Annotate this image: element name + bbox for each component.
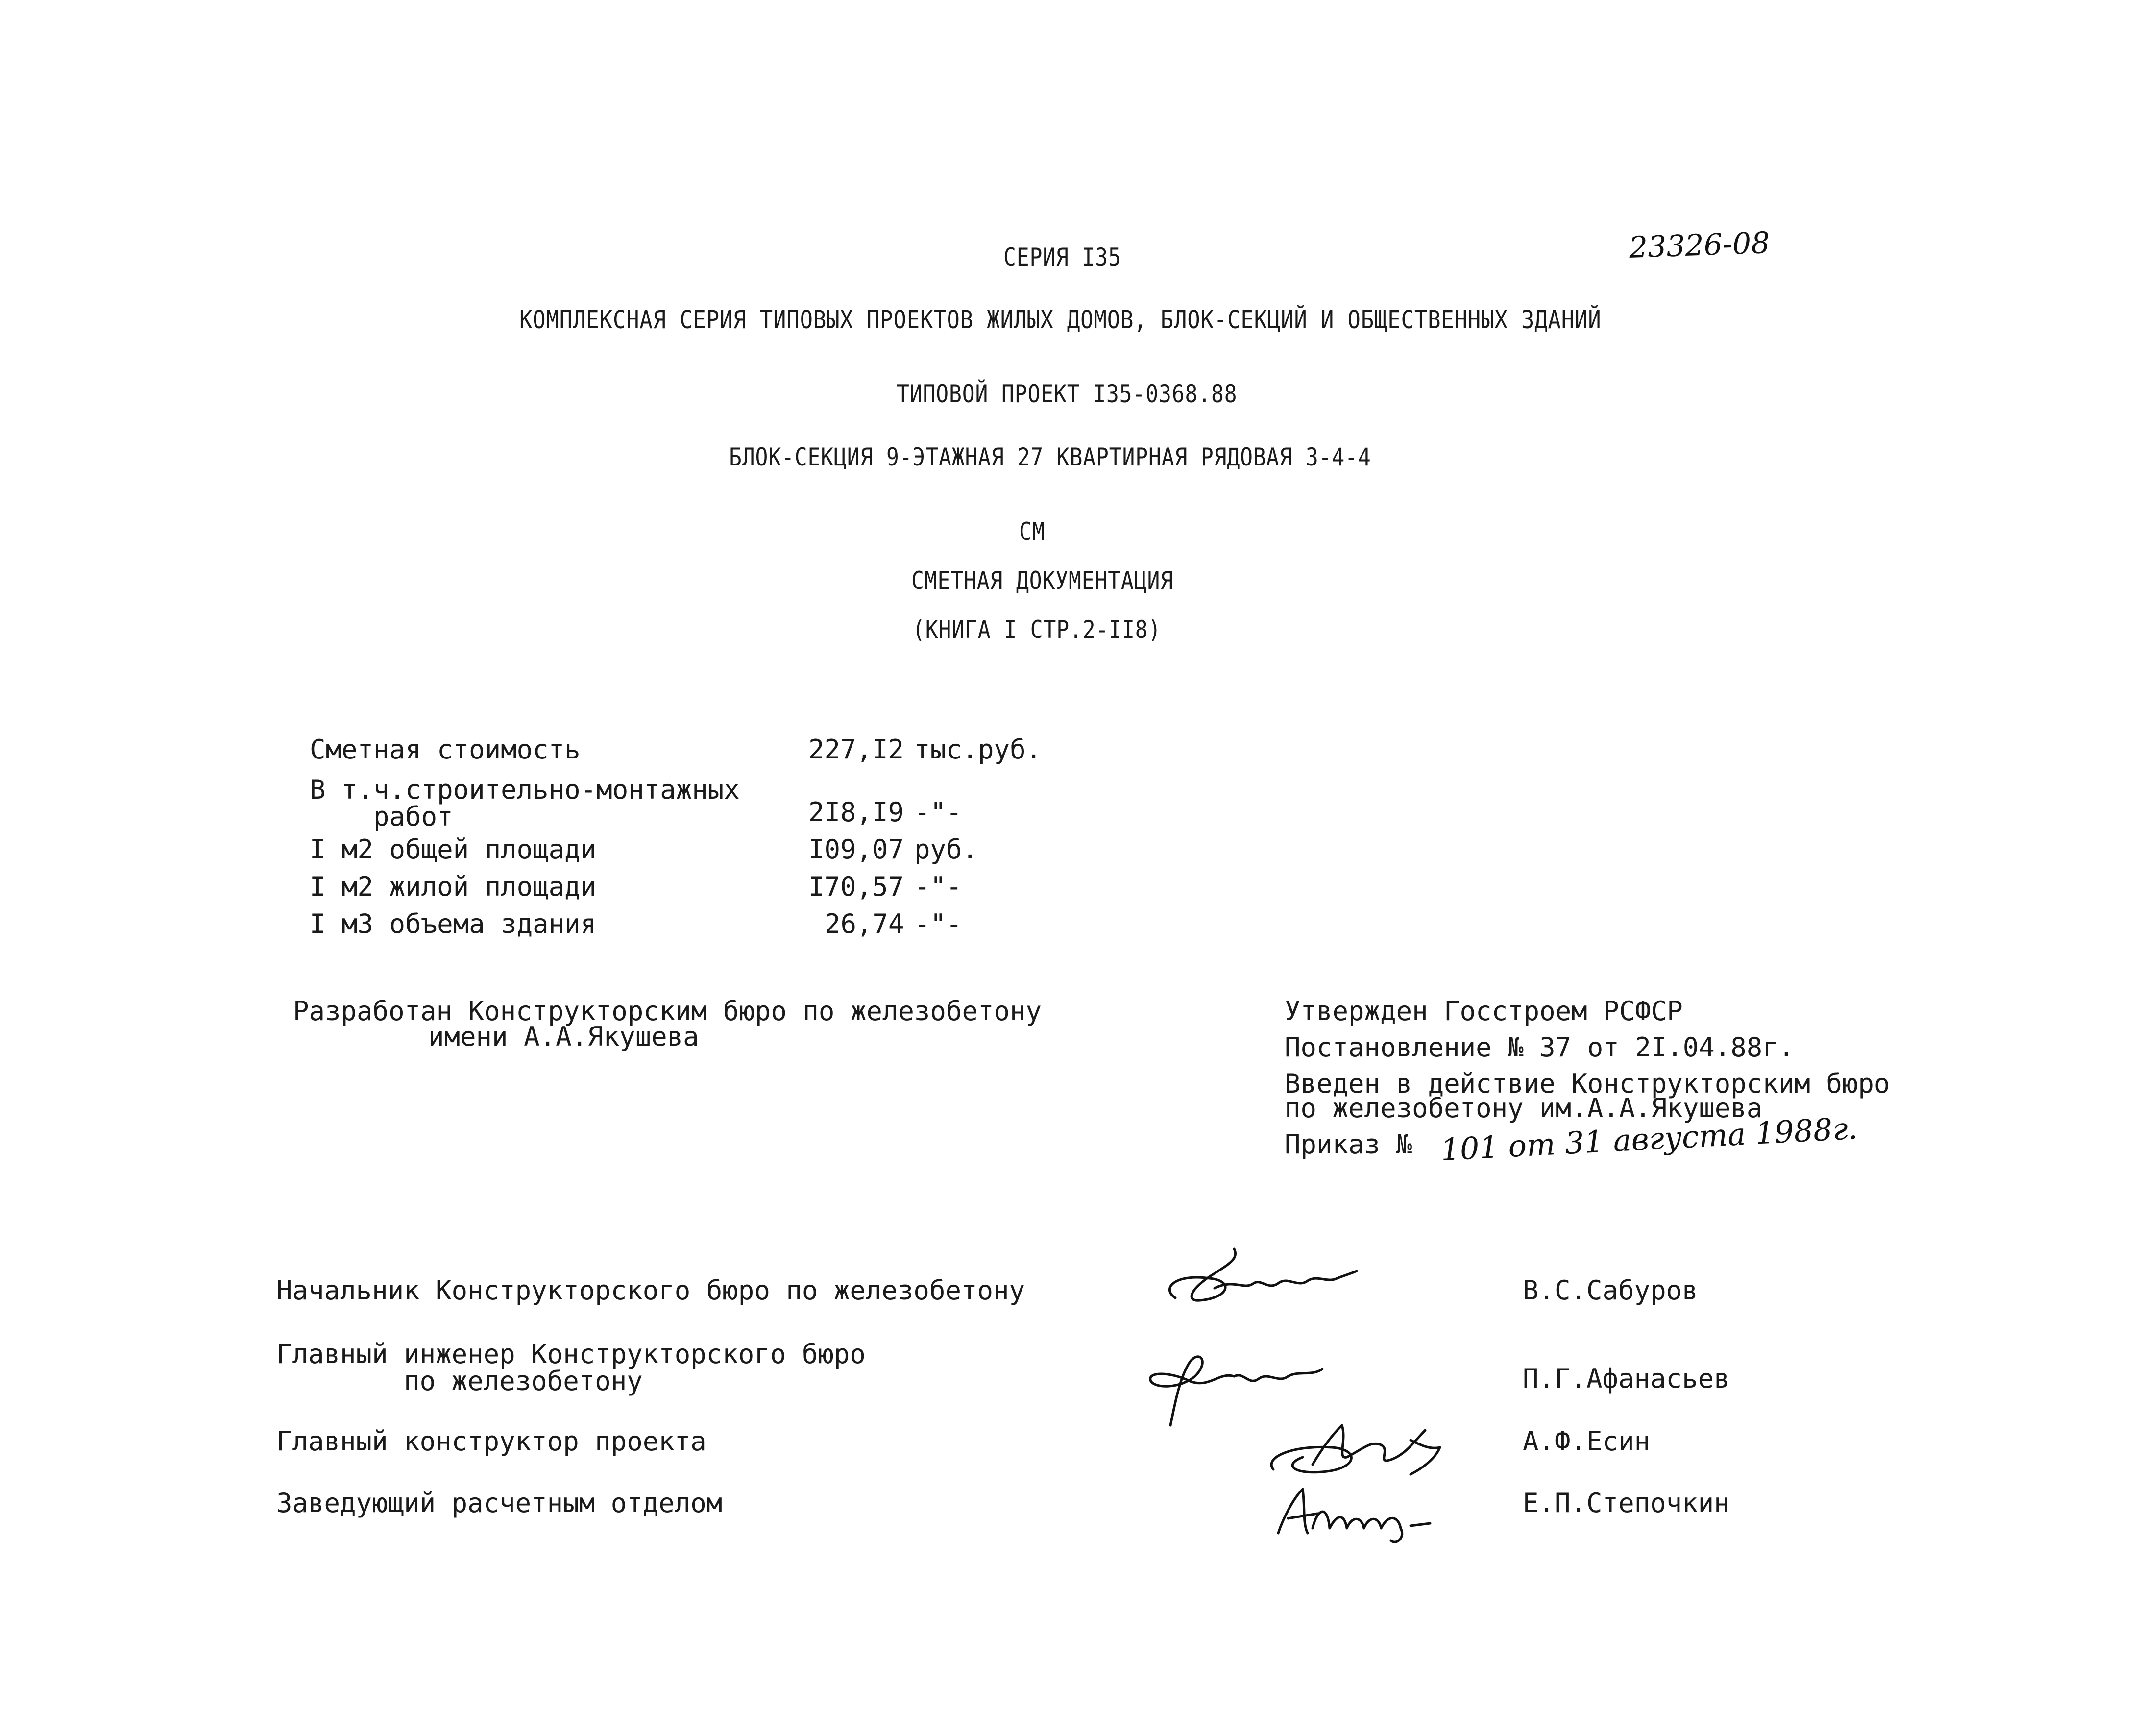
cost-value: 2I8,I9 <box>808 797 904 828</box>
document-type-title: СМЕТНАЯ ДОКУМЕНТАЦИЯ <box>911 566 1173 595</box>
order-prefix: Приказ № <box>1285 1129 1412 1160</box>
order-handwritten: 101 от 31 августа 1988г. <box>1439 1110 1859 1168</box>
cost-unit: -"- <box>914 871 962 902</box>
signatory-name: В.С.Сабуров <box>1523 1275 1698 1306</box>
signatory-name: П.Г.Афанасьев <box>1523 1363 1730 1394</box>
cost-label: I м3 объема здания <box>310 908 597 939</box>
signatory-name: А.Ф.Есин <box>1523 1426 1651 1457</box>
book-reference: (КНИГА I СТР.2-II8) <box>912 615 1162 644</box>
complex-series-title: КОМПЛЕКСНАЯ СЕРИЯ ТИПОВЫХ ПРОЕКТОВ ЖИЛЫХ ДОМОВ, БЛОК-СЕКЦИЙ И ОБЩЕСТВЕННЫХ ЗДАНИЙ <box>519 306 1602 335</box>
approval-line: Утвержден Госстроем РСФСР <box>1285 996 1683 1027</box>
cost-label: В т.ч.строительно-монтажных работ <box>310 774 740 832</box>
signatory-position: Главный инженер Конструкторского бюро по железобетону <box>276 1339 866 1397</box>
cost-unit: руб. <box>914 834 978 865</box>
developer-line: имени А.А.Якушева <box>428 1021 699 1052</box>
cost-label: I м2 общей площади <box>310 834 597 865</box>
cost-unit: -"- <box>914 797 962 828</box>
project-title: ТИПОВОЙ ПРОЕКТ I35-0368.88 <box>897 380 1238 408</box>
cost-value: I09,07 <box>808 834 904 865</box>
inventory-number: 23326-08 <box>1628 226 1771 265</box>
block-section-title: БЛОК-СЕКЦИЯ 9-ЭТАЖНАЯ 27 КВАРТИРНАЯ РЯДОВАЯ 3-4-4 <box>729 443 1371 471</box>
signatory-position: Заведующий расчетным отделом <box>276 1488 723 1518</box>
series-title: СЕРИЯ I35 <box>1003 243 1121 271</box>
approval-line: Постановление № 37 от 2I.04.88г. <box>1285 1032 1795 1063</box>
cost-unit: -"- <box>914 908 962 939</box>
cost-unit: тыс.руб. <box>914 734 1042 765</box>
approval-line: Введен в действие Конструкторским бюро <box>1285 1068 1890 1099</box>
cost-value: I70,57 <box>808 871 904 902</box>
code-title: СМ <box>1019 517 1046 546</box>
cost-label: I м2 жилой площади <box>310 871 597 902</box>
signatory-position: Главный конструктор проекта <box>276 1426 706 1457</box>
developer-line: Разработан Конструкторским бюро по железобетону <box>293 996 1042 1027</box>
cost-value: 227,I2 <box>808 734 904 765</box>
signatory-name: Е.П.Степочкин <box>1523 1488 1730 1518</box>
approval-line: по железобетону им.А.А.Якушева <box>1285 1093 1763 1124</box>
signature-stepochkin <box>1254 1470 1450 1550</box>
cost-value: 26,74 <box>825 908 904 939</box>
cost-label: Сметная стоимость <box>310 734 581 765</box>
signature-saburov <box>1146 1235 1362 1324</box>
signatory-position: Начальник Конструкторского бюро по железобетону <box>276 1275 1025 1306</box>
